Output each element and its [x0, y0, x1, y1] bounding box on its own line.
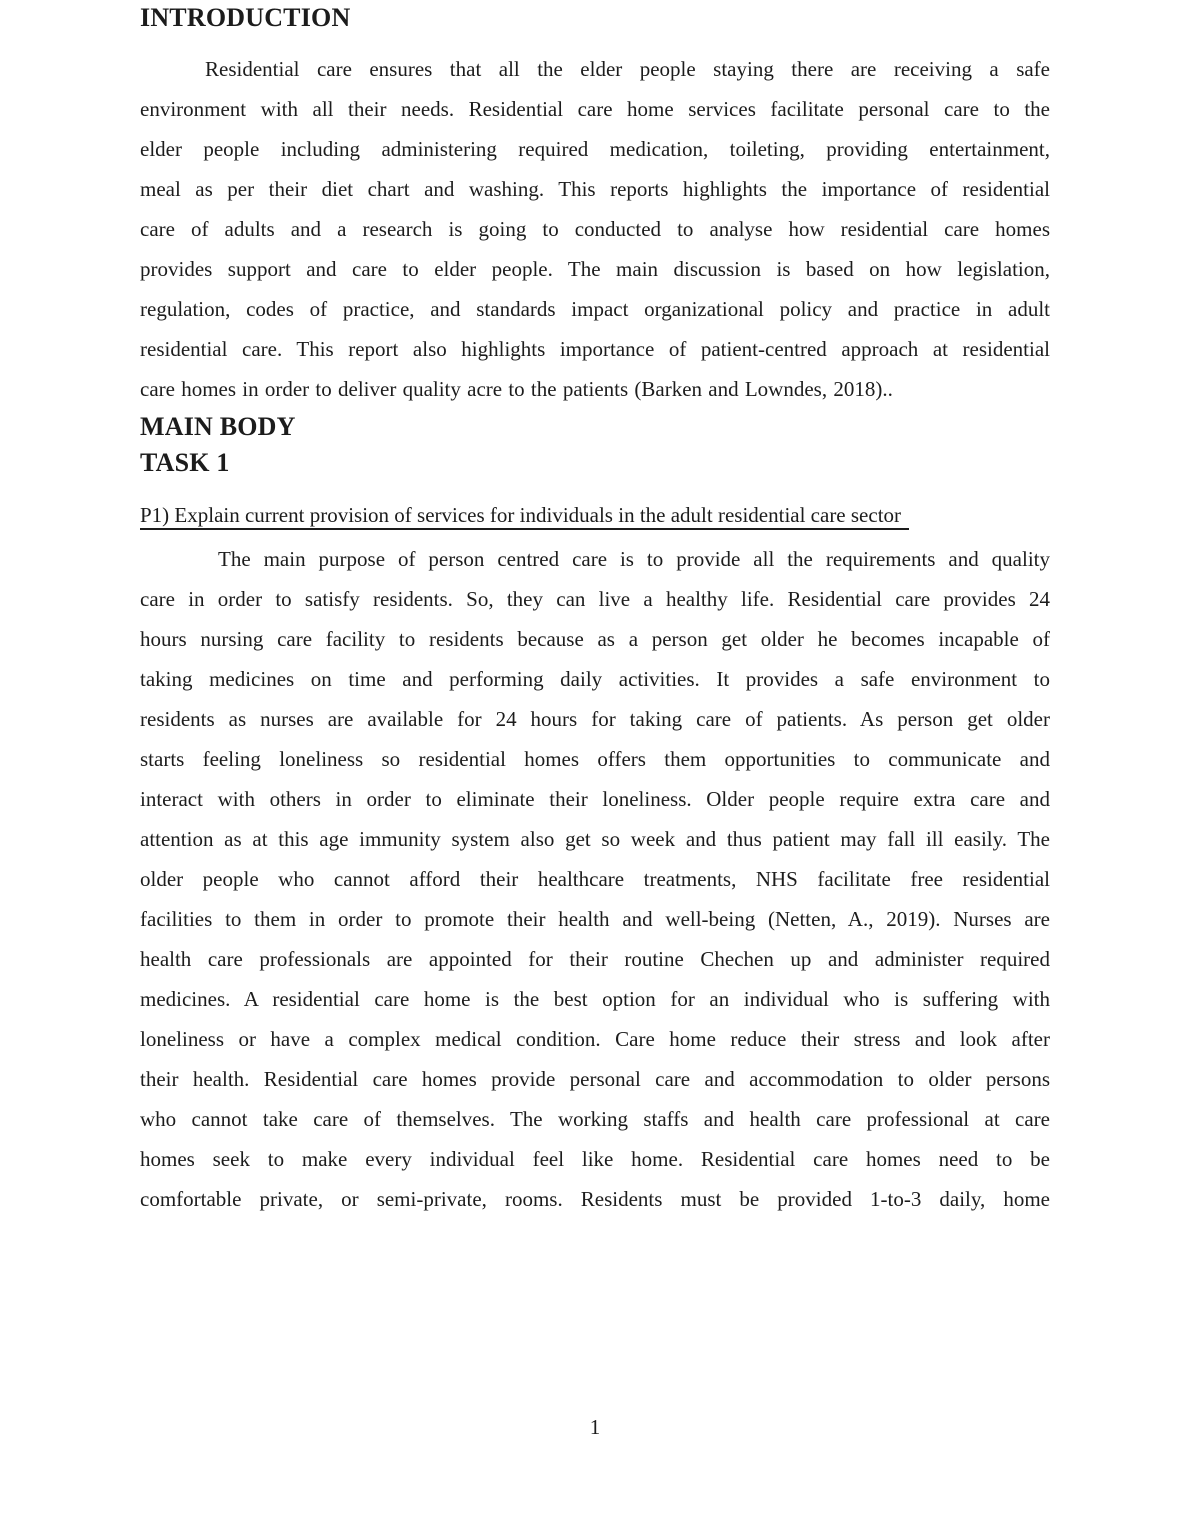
task1-heading: TASK 1 [140, 448, 230, 477]
text-line: Residential care ensures that all the elder people staying there are receiving a safe [205, 57, 1050, 81]
text-line: care in order to satisfy residents. So, they can live a healthy life. Residential care provides 24 [140, 587, 1050, 611]
text-line: provides support and care to elder people. The main discussion is based on how legislation, [140, 257, 1050, 281]
text-line: loneliness or have a complex medical condition. Care home reduce their stress and look after [140, 1027, 1050, 1051]
page-number: 1 [589, 1415, 601, 1439]
text-line: care homes in order to deliver quality acre to the patients (Barken and Lowndes, 2018).. [140, 377, 893, 401]
text-line: starts feeling loneliness so residential homes offers them opportunities to communicate and [140, 747, 1050, 771]
text-line: attention as at this age immunity system also get so week and thus patient may fall ill easily. The [140, 827, 1050, 851]
text-line: The main purpose of person centred care is to provide all the requirements and quality [218, 547, 1050, 571]
task1-subheading [140, 500, 1050, 530]
text-line: care of adults and a research is going to conducted to analyse how residential care homes [140, 217, 1050, 241]
introduction-paragraph [140, 49, 1050, 409]
text-line: facilities to them in order to promote their health and well-being (Netten, A., 2019). Nurses are [140, 907, 1050, 931]
text-line: elder people including administering required medication, toileting, providing entertainment, [140, 137, 1050, 161]
introduction-heading: INTRODUCTION [140, 3, 351, 32]
text-line: environment with all their needs. Residential care home services facilitate personal care to the [140, 97, 1050, 121]
text-line: medicines. A residential care home is the best option for an individual who is suffering with [140, 987, 1050, 1011]
document-content [140, 0, 1050, 1219]
text-line: health care professionals are appointed for their routine Chechen up and administer required [140, 947, 1050, 971]
text-line: interact with others in order to eliminate their loneliness. Older people require extra care and [140, 787, 1050, 811]
text-line: residential care. This report also highlights importance of patient-centred approach at residential [140, 337, 1050, 361]
text-line: residents as nurses are available for 24 hours for taking care of patients. As person get older [140, 707, 1050, 731]
main-body-heading: MAIN BODY [140, 412, 296, 441]
text-line: regulation, codes of practice, and standards impact organizational policy and practice in adult [140, 297, 1050, 321]
text-line: taking medicines on time and performing daily activities. It provides a safe environment to [140, 667, 1050, 691]
text-line: meal as per their diet chart and washing. This reports highlights the importance of residential [140, 177, 1050, 201]
task1-paragraph [140, 539, 1050, 1219]
text-line: their health. Residential care homes provide personal care and accommodation to older persons [140, 1067, 1050, 1091]
text-line: older people who cannot afford their healthcare treatments, NHS facilitate free residential [140, 867, 1050, 891]
text-line: who cannot take care of themselves. The working staffs and health care professional at care [140, 1107, 1050, 1131]
text-line: hours nursing care facility to residents because as a person get older he becomes incapable of [140, 627, 1050, 651]
text-line: comfortable private, or semi-private, rooms. Residents must be provided 1-to-3 daily, home [140, 1187, 1050, 1211]
text-line: homes seek to make every individual feel like home. Residential care homes need to be [140, 1147, 1050, 1171]
task1-subheading-text: P1) Explain current provision of services for individuals in the adult residential care sector [140, 503, 909, 530]
